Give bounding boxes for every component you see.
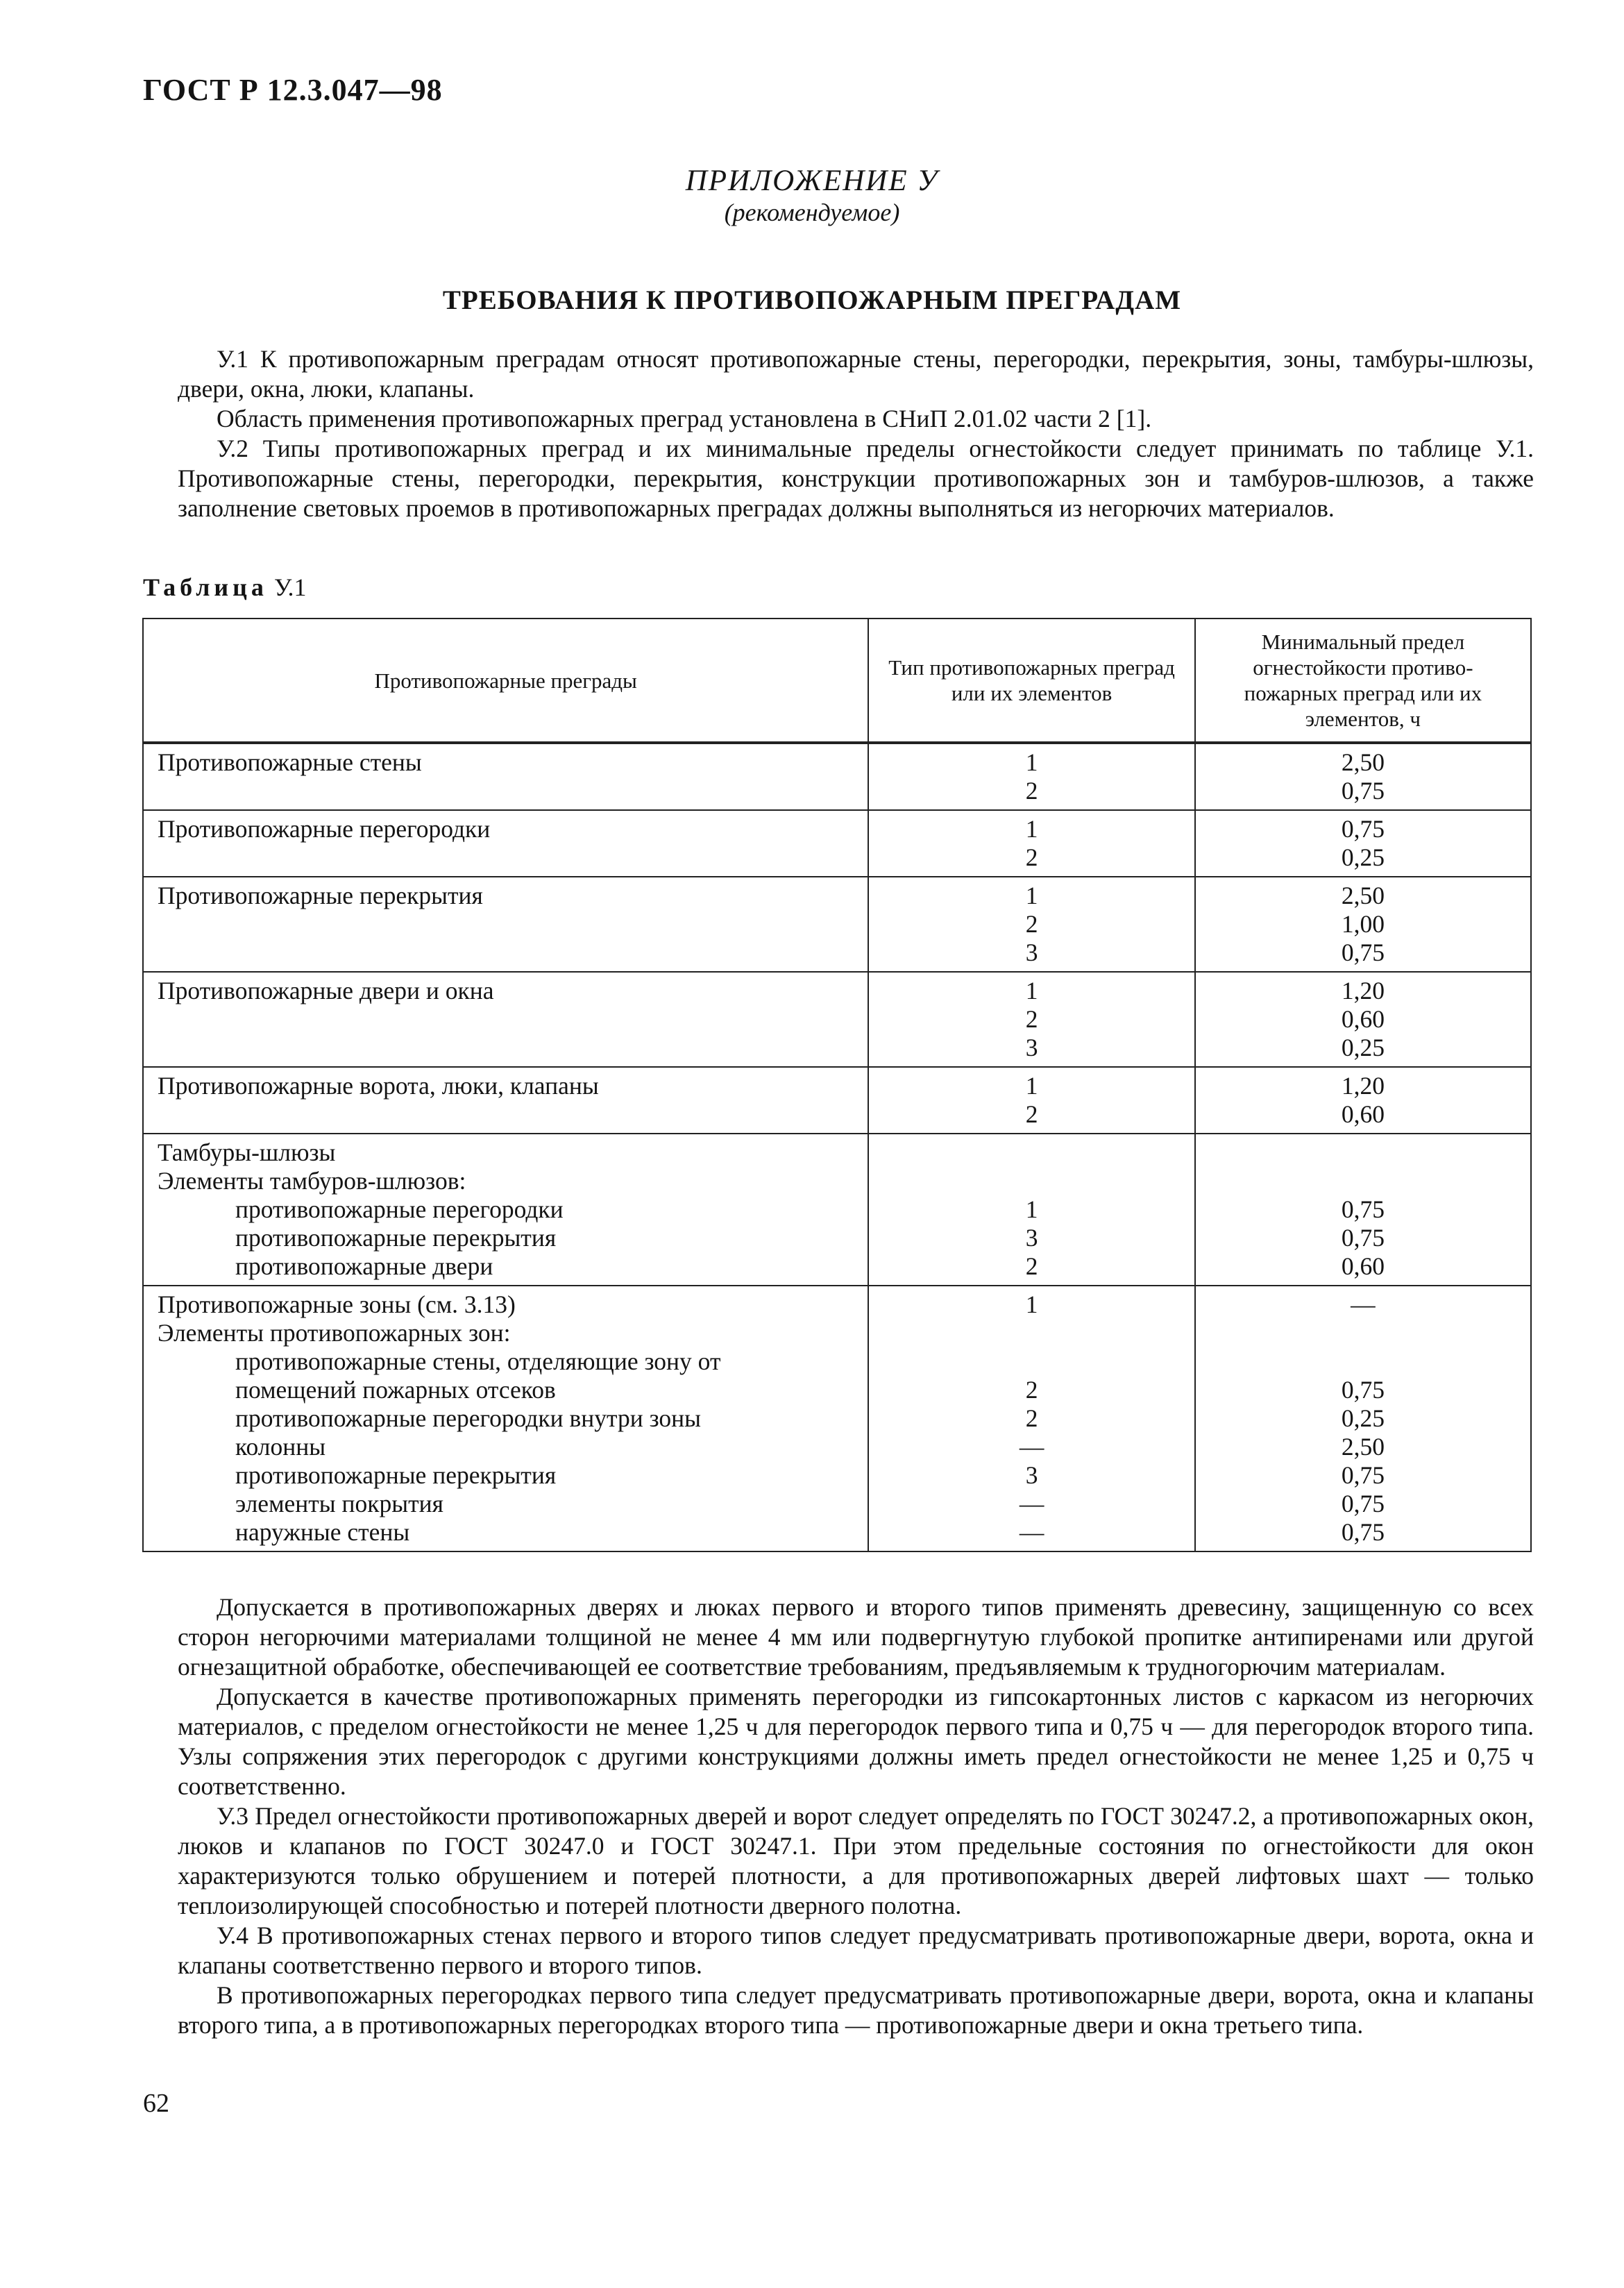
- type-value: 3: [1025, 1034, 1038, 1061]
- row-limit-cell: [1195, 1134, 1531, 1286]
- fire-barriers-table: [142, 618, 1532, 1552]
- type-value: 2: [1025, 1005, 1038, 1033]
- table-header-row: [143, 619, 1531, 743]
- type-value: 3: [1025, 1224, 1038, 1252]
- table-row: [143, 972, 1531, 1067]
- paragraph-u4: У.4 В противопожарных стенах первого и второго типов следует предусматривать противопожарные двери, ворота, окна и клапаны соответственно первого и второго типов.: [178, 1921, 1534, 1979]
- type-value: —: [1019, 1490, 1044, 1517]
- limit-value: 1,20: [1341, 977, 1385, 1004]
- limit-value: 0,75: [1341, 815, 1385, 843]
- type-value: 1: [1025, 748, 1038, 776]
- table-caption-label: Таблица: [143, 573, 268, 601]
- row-type-cell: [868, 743, 1194, 810]
- row-name-cell: [143, 810, 868, 877]
- row-name: Противопожарные перекрытия: [158, 882, 483, 909]
- row-limit-cell: [1195, 877, 1531, 972]
- type-value: 1: [1025, 977, 1038, 1004]
- row-name: Противопожарные перегородки: [158, 815, 491, 843]
- row-name: Тамбуры-шлюзы: [158, 1138, 336, 1166]
- paragraph-u1: У.1 К противопожарным преградам относят противопожарные стены, перегородки, перекрытия, зоны, тамбуры-шлюзы, двери, окна, люки, клапаны.: [178, 345, 1534, 403]
- limit-value: 0,25: [1341, 843, 1385, 871]
- row-type-cell: [868, 1286, 1194, 1551]
- paragraph-scope: Область применения противопожарных преград установлена в СНиП 2.01.02 части 2 [1].: [217, 405, 1152, 432]
- document-title: ТРЕБОВАНИЯ К ПРОТИВОПОЖАРНЫМ ПРЕГРАДАМ: [442, 285, 1182, 315]
- table-row: [143, 1134, 1531, 1286]
- appendix-subtitle: (рекомендуемое): [724, 199, 900, 226]
- limit-value: 2,50: [1341, 748, 1385, 776]
- type-value: 1: [1025, 1290, 1038, 1318]
- header-limit: Минимальный предел огнестойкости противо-пожарных преград или их элементов, ч: [1195, 619, 1531, 743]
- row-subitem: колонны: [235, 1433, 326, 1461]
- row-name: Противопожарные стены: [158, 748, 422, 776]
- limit-value: 0,75: [1341, 939, 1385, 966]
- row-name: Противопожарные ворота, люки, клапаны: [158, 1072, 599, 1100]
- limit-value: 0,75: [1341, 1195, 1385, 1223]
- limit-value: 0,75: [1341, 1224, 1385, 1252]
- row-subitem: противопожарные перекрытия: [235, 1224, 557, 1252]
- table-caption: [143, 573, 307, 602]
- row-limit-cell: [1195, 1286, 1531, 1551]
- row-subitem: противопожарные перегородки: [235, 1195, 564, 1223]
- row-name-cell: [143, 877, 868, 972]
- type-value: —: [1019, 1518, 1044, 1546]
- row-limit-cell: [1195, 810, 1531, 877]
- row-subitem: противопожарные двери: [235, 1252, 493, 1280]
- limit-value: 0,75: [1341, 1518, 1385, 1546]
- table-caption-number: У.1: [273, 573, 307, 601]
- table-row: [143, 743, 1531, 810]
- type-value: 3: [1025, 939, 1038, 966]
- paragraph-wood-allowance: Допускается в противопожарных дверях и люках первого и второго типов применять древесину, защищенную со всех сторон негорючими материалами толщиной не менее 4 мм или подвергнутую глубокой пропитке антипиренами или другой огнезащитной обработке, обеспечивающей ее соответствие требованиям, предъявляемым к трудногорючим материалам.: [178, 1593, 1534, 1681]
- intro-text: [178, 344, 1534, 523]
- row-subheading: Элементы тамбуров-шлюзов:: [158, 1167, 466, 1195]
- row-limit-cell: [1195, 972, 1531, 1067]
- row-type-cell: [868, 1134, 1194, 1286]
- row-subitem: противопожарные стены, отделяющие зону от: [235, 1347, 721, 1375]
- type-value: 1: [1025, 1072, 1038, 1100]
- type-value: 2: [1025, 843, 1038, 871]
- standard-code-header: ГОСТ Р 12.3.047—98: [143, 73, 443, 107]
- page-number: 62: [143, 2089, 169, 2118]
- row-name: Противопожарные двери и окна: [158, 977, 494, 1004]
- paragraph-u2: У.2 Типы противопожарных преград и их минимальные пределы огнестойкости следует принимать по таблице У.1. Противопожарные стены, перегородки, перекрытия, конструкции противопожарных зон и тамбуров-шлюзов, а также заполнение световых проемов в противопожарных преградах должны выполняться из негорючих материалов.: [178, 435, 1534, 522]
- appendix-title: ПРИЛОЖЕНИЕ У: [685, 165, 939, 197]
- limit-value: —: [1351, 1290, 1376, 1318]
- row-type-cell: [868, 877, 1194, 972]
- type-value: —: [1019, 1433, 1044, 1461]
- limit-value: 0,75: [1341, 1376, 1385, 1404]
- header-type: Тип противопожарных преград или их элементов: [868, 619, 1194, 743]
- limit-value: 1,20: [1341, 1072, 1385, 1100]
- type-value: 1: [1025, 815, 1038, 843]
- row-subitem: помещений пожарных отсеков: [235, 1376, 556, 1404]
- row-name: Противопожарные зоны (см. 3.13): [158, 1290, 516, 1318]
- limit-value: 0,75: [1341, 1461, 1385, 1489]
- limit-value: 2,50: [1341, 1433, 1385, 1461]
- row-name-cell: [143, 1134, 868, 1286]
- after-table-text: [178, 1592, 1534, 2040]
- row-name-cell: [143, 1286, 868, 1551]
- limit-value: 0,60: [1341, 1100, 1385, 1128]
- type-value: 2: [1025, 1376, 1038, 1404]
- type-value: 2: [1025, 1100, 1038, 1128]
- type-value: 1: [1025, 882, 1038, 909]
- table-row: [143, 1286, 1531, 1551]
- row-name-cell: [143, 743, 868, 810]
- row-limit-cell: [1195, 1067, 1531, 1134]
- type-value: 2: [1025, 1404, 1038, 1432]
- limit-value: 0,60: [1341, 1005, 1385, 1033]
- table-row: [143, 1067, 1531, 1134]
- paragraph-partitions-openings: В противопожарных перегородках первого типа следует предусматривать противопожарные двери, ворота, окна и клапаны второго типа, а в противопожарных перегородках второго типа — противопожарные двери и окна третьего типа.: [178, 1981, 1534, 2039]
- row-name-cell: [143, 1067, 868, 1134]
- limit-value: 0,75: [1341, 1490, 1385, 1517]
- limit-value: 2,50: [1341, 882, 1385, 909]
- row-name-cell: [143, 972, 868, 1067]
- type-value: 1: [1025, 1195, 1038, 1223]
- limit-value: 0,25: [1341, 1404, 1385, 1432]
- table-row: [143, 877, 1531, 972]
- row-subitem: противопожарные перекрытия: [235, 1461, 557, 1489]
- type-value: 3: [1025, 1461, 1038, 1489]
- row-subitem: противопожарные перегородки внутри зоны: [235, 1404, 702, 1432]
- paragraph-u3: У.3 Предел огнестойкости противопожарных дверей и ворот следует определять по ГОСТ 30247.2, а противопожарных окон, люков и клапанов по ГОСТ 30247.0 и ГОСТ 30247.1. При этом предельные состояния по огнестойкости для окон характеризуются только обрушением и потерей плотности, а для противопожарных дверей лифтовых шахт — только теплоизолирующей способностью и потерей плотности дверного полотна.: [178, 1802, 1534, 1919]
- type-value: 2: [1025, 1252, 1038, 1280]
- row-type-cell: [868, 972, 1194, 1067]
- row-subitem: наружные стены: [235, 1518, 410, 1546]
- row-type-cell: [868, 810, 1194, 877]
- table-row: [143, 810, 1531, 877]
- limit-value: 0,25: [1341, 1034, 1385, 1061]
- header-barrier: Противопожарные преграды: [143, 619, 868, 743]
- limit-value: 0,60: [1341, 1252, 1385, 1280]
- row-limit-cell: [1195, 743, 1531, 810]
- paragraph-gypsum-allowance: Допускается в качестве противопожарных применять перегородки из гипсокартонных листов с каркасом из негорючих материалов, с пределом огнестойкости не менее 1,25 ч для перегородок первого типа и 0,75 ч — для перегородок второго типа. Узлы сопряжения этих перегородок с другими конструкциями должны иметь предел огнестойкости не менее 1,25 и 0,75 ч соответственно.: [178, 1683, 1534, 1800]
- row-subheading: Элементы противопожарных зон:: [158, 1319, 511, 1347]
- type-value: 2: [1025, 777, 1038, 805]
- limit-value: 1,00: [1341, 910, 1385, 938]
- row-subitem: элементы покрытия: [235, 1490, 443, 1517]
- type-value: 2: [1025, 910, 1038, 938]
- row-type-cell: [868, 1067, 1194, 1134]
- limit-value: 0,75: [1341, 777, 1385, 805]
